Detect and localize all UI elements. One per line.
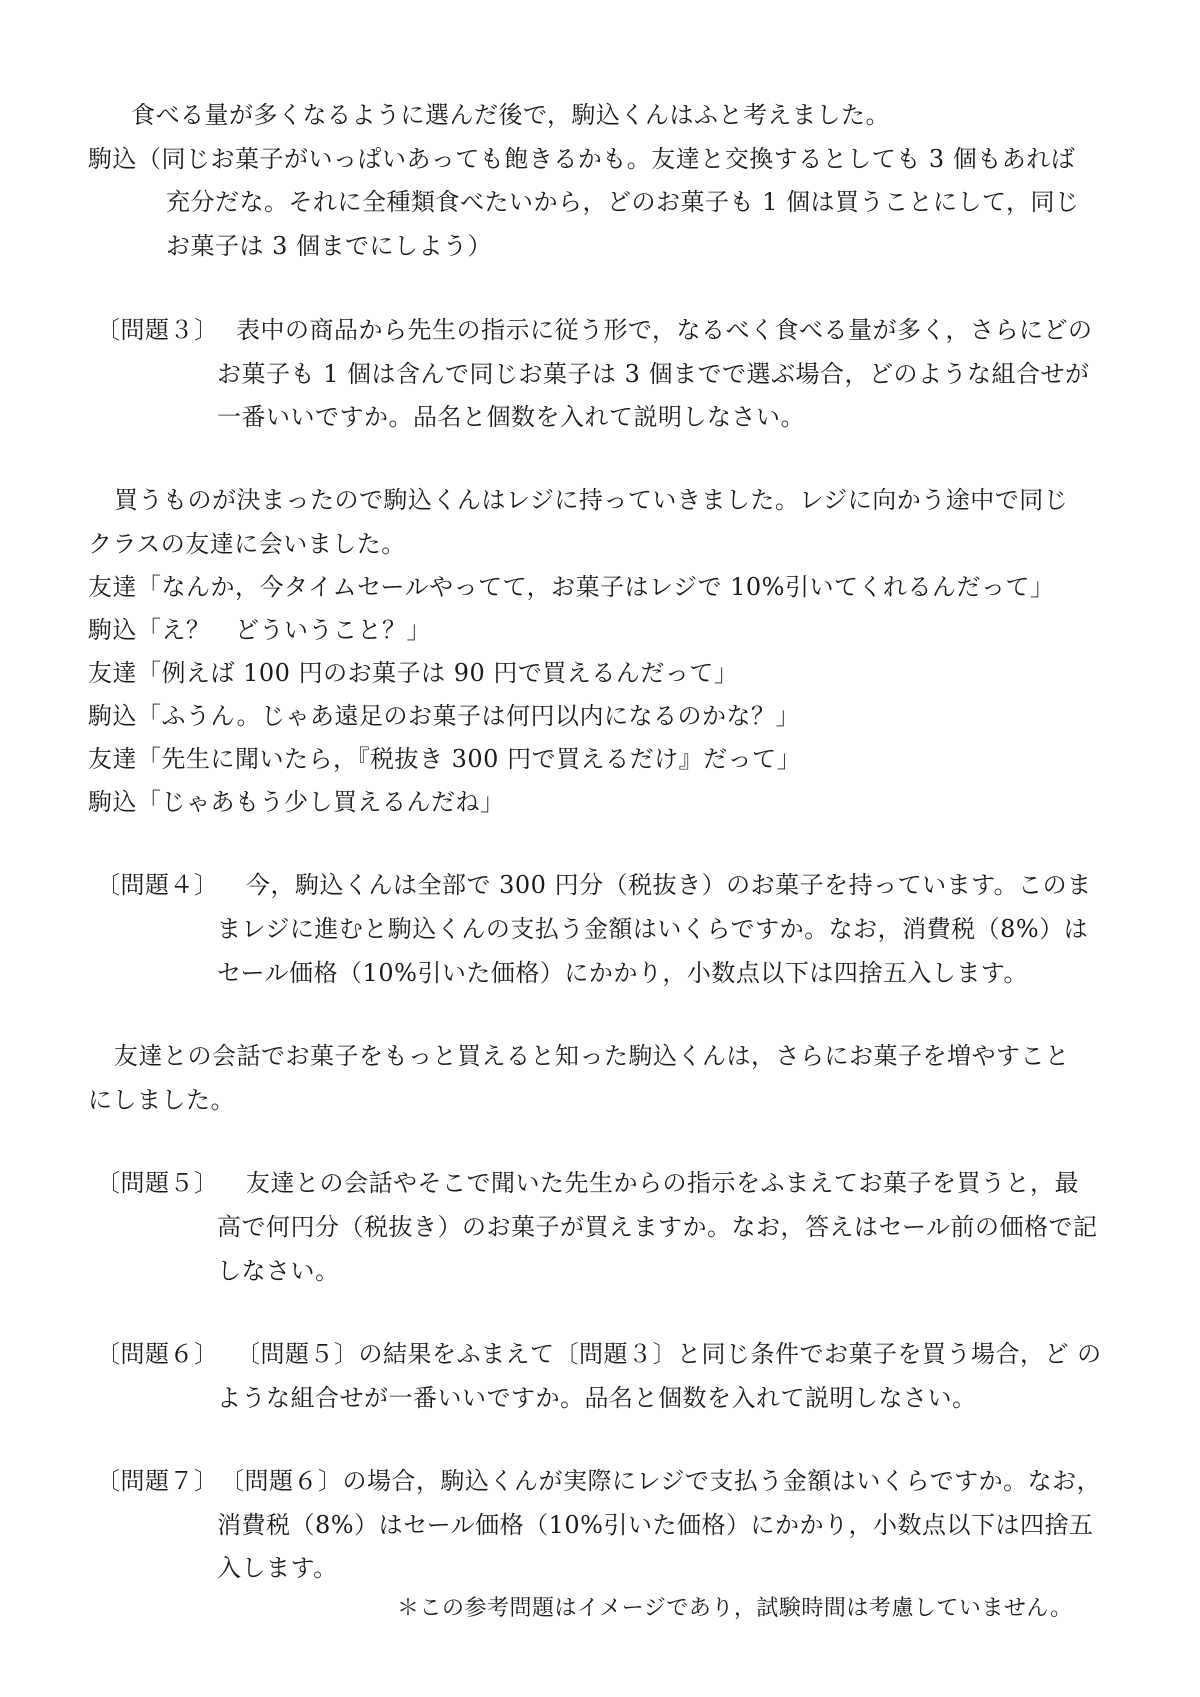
question-3-text: 一番いいですか。品名と個数を入れて説明しなさい。 bbox=[217, 403, 805, 431]
footnote: ＊この参考問題はイメージであり，試験時間は考慮していません。 bbox=[397, 1596, 1073, 1621]
intro-paragraph: 食べる量が多くなるように選んだ後で，駒込くんはふと考えました。 bbox=[131, 101, 891, 129]
question-7-text: 〔問題６〕の場合，駒込くんが実際にレジで支払う金額はいくらですか。なお， bbox=[220, 1467, 1102, 1495]
question-3-text: お菓子も 1 個は含んで同じお菓子は 3 個までで選ぶ場合，どのような組合せが bbox=[217, 360, 1090, 388]
dialogue-line: 駒込「じゃあもう少し買えるんだね」 bbox=[88, 788, 505, 816]
dialogue-line: 友達「例えば 100 円のお菓子は 90 円で買えるんだって」 bbox=[88, 659, 739, 687]
question-3-text: 表中の商品から先生の指示に従う形で，なるべく食べる量が多く，さらにどの bbox=[236, 316, 1093, 344]
dialogue-komagome-thought: 駒込（同じお菓子がいっぱいあっても飽きるかも。友達と交換するとしても 3 個もあれば bbox=[88, 145, 1076, 173]
narrative-paragraph: 友達との会話でお菓子をもっと買えると知った駒込くんは，さらにお菓子を増やすこと bbox=[114, 1042, 1070, 1070]
dialogue-continuation: 充分だな。それに全種類食べたいから，どのお菓子も 1 個は買うことにして，同じ bbox=[166, 188, 1080, 216]
question-4-text: セール価格（10%引いた価格）にかかり，小数点以下は四捨五入します。 bbox=[217, 959, 1028, 987]
question-5-label: 〔問題５〕 bbox=[96, 1169, 219, 1197]
narrative-paragraph: にしました。 bbox=[88, 1086, 235, 1114]
question-7-text: 消費税（8%）はセール価格（10%引いた価格）にかかり，小数点以下は四捨五 bbox=[217, 1511, 1094, 1539]
dialogue-line: 駒込「ふうん。じゃあ遠足のお菓子は何円以内になるのかな？」 bbox=[88, 702, 800, 730]
narrative-paragraph: 買うものが決まったので駒込くんはレジに持っていきました。レジに向かう途中で同じ bbox=[114, 486, 1069, 514]
question-5-text: 友達との会話やそこで聞いた先生からの指示をふまえてお菓子を買うと，最 bbox=[246, 1169, 1079, 1197]
question-7-text: 入します。 bbox=[217, 1554, 338, 1582]
question-4-text: まレジに進むと駒込くんの支払う金額はいくらですか。なお，消費税（8%）は bbox=[217, 915, 1089, 943]
question-5-text: しなさい。 bbox=[217, 1257, 340, 1285]
question-6-text: ような組合せが一番いいですか。品名と個数を入れて説明しなさい。 bbox=[217, 1384, 977, 1412]
dialogue-line: 駒込「え？ どういうこと？」 bbox=[88, 616, 431, 644]
question-4-label: 〔問題４〕 bbox=[96, 871, 219, 899]
dialogue-line: 友達「なんか，今タイムセールやってて，お菓子はレジで 10%引いてくれるんだって」 bbox=[88, 573, 1055, 601]
dialogue-continuation: お菓子は 3 個までにしよう） bbox=[166, 232, 493, 260]
narrative-paragraph: クラスの友達に会いました。 bbox=[88, 530, 406, 558]
dialogue-line: 友達「先生に聞いたら，『税抜き 300 円で買えるだけ』だって」 bbox=[88, 745, 802, 773]
question-7-label: 〔問題７〕 bbox=[96, 1467, 219, 1495]
question-4-text: 今，駒込くんは全部で 300 円分（税抜き）のお菓子を持っています。このま bbox=[246, 871, 1092, 899]
question-3-label: 〔問題３〕 bbox=[96, 316, 219, 344]
question-6-text: 〔問題５〕の結果をふまえて〔問題３〕と同じ条件でお菓子を買う場合，ど の bbox=[236, 1340, 1102, 1368]
question-6-label: 〔問題６〕 bbox=[96, 1340, 219, 1368]
question-5-text: 高で何円分（税抜き）のお菓子が買えますか。なお，答えはセール前の価格で記 bbox=[217, 1213, 1098, 1241]
